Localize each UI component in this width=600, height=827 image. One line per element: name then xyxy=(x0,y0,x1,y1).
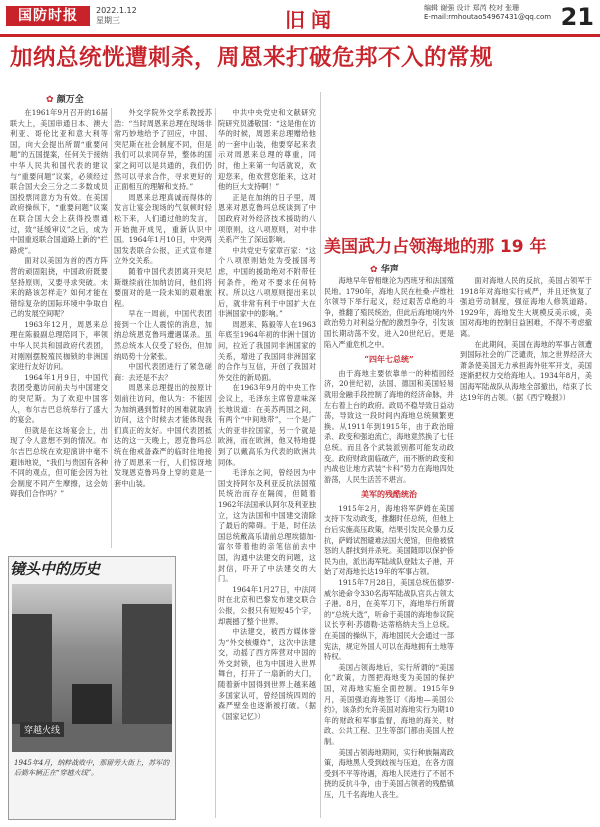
article-paragraph: 海地早年曾相继沦为西班牙和法国殖民地。1790年，海地人民在杜桑·卢维杜尔领导下举行起义，经过艰苦卓绝的斗争，推翻了殖民统治，但此后海地境内外政治势力对利益分配的激烈争夺，引发该国长期动荡不安，进入20世纪后，更是陷入严重危机之中。 xyxy=(324,276,454,349)
article-paragraph: 外交学院外交学系教授苏浩：“当时周恩来总理在现场非常巧妙地给予了回应，中国、突尼斯在社会制度不同，但是我们可以求同存异，整体的国家之间可以是共通的，我们仍然可以寻求合作，寻求更好的正面相互的理解和支持。” xyxy=(114,108,212,192)
article1-column-3 xyxy=(218,108,316,818)
page-number: 21 xyxy=(560,3,594,31)
column-divider xyxy=(111,108,112,548)
section-subtitle: 美军的残酷统治 xyxy=(361,489,417,500)
article2-column-1 xyxy=(324,276,454,818)
article1-column-1 xyxy=(10,108,108,548)
article2-headline: 美国武力占领海地的那 19 年 xyxy=(324,237,547,257)
article-paragraph: 1915年2月，海地将军萨姆在美国支持下发动政变，推翻时任总统，但他上台后实施高压政策，结果引发民众暴力反抗，萨姆试图避难法国大使馆，但他被愤怒的人群找到并杀死。美国随即以保护侨民为由，派出海军陆战队登陆太子港，开始了对海地长达19年的军事占领。 xyxy=(324,503,454,577)
article-paragraph: 在1963年9月的中央工作会议上，毛泽东主席曾意味深长地说道：在美苏两国之间，有两个“中间地带”，一个是广大的亚非拉国家，另一个就是欧洲，而在欧洲，他又特地提到了以戴高乐为代表的欧洲共同体。 xyxy=(218,383,316,467)
page-header xyxy=(0,0,600,37)
article-paragraph: 在此期间，美国在海地的军事占领遭到国际社会的广泛谴责，加之世界经济大萧条使美国无力承担海外驻军开支，美国逐渐把权力交给海地人。1934年8月，美国海军陆战队从海地全部撤出，结束了长达19年的占领。（据《西宁晚报》） xyxy=(460,339,592,402)
vehicle xyxy=(72,684,112,724)
editors-line: 编辑 谢强 设计 郑芮 校对 张珊 xyxy=(424,4,520,12)
article-paragraph: 周恩来总理提出的按原计划前往访问，他认为：不能因为加纳遇到暂时的困难就取消访问，这个时候去才能体现我们真正的友好。中国代表团抵达的这一天晚上，恩克鲁玛总统在他戒备森严的临时住地接待了周恩来一行，人们惊讶地发现恩克鲁玛身上穿的竟是一套中山装。 xyxy=(114,383,212,488)
column-divider xyxy=(215,108,216,818)
section-title: 旧闻 xyxy=(285,8,337,32)
article-paragraph: 1964年1月9日，中国代表团受邀访问前夫与中国建交的突尼斯。为了欢迎中国客人，布尔吉巴总统举行了盛大的宴会。 xyxy=(10,372,108,425)
article-paragraph: 中国代表团进行了紧急磋商：去还是不去？ xyxy=(114,362,212,382)
date-text: 2022.1.12 xyxy=(96,6,137,15)
article-paragraph: 随着中国代表团离开突尼斯继续前往加纳访问，他们将要面对的是一段未知的艰难旅程。 xyxy=(114,266,212,308)
editors-info xyxy=(424,4,564,22)
photo-banner: 镜头中的历史 xyxy=(10,560,101,578)
article-paragraph: 由于海地主要依靠单一的种植园经济，20世纪初，法国、德国和美国轻易就用金融手段控制了海地的经济命脉，并左右着上台的政府。政局不稳导致日益动荡，导致这一段时间内海地总统频繁更换。从1911年到1915年，由于政治暗杀、政变和强迫流亡，海地竟然换了七任总统。而且各个武装派别都可能发动政变。政府财政面临破产，而不断的政变和内战也让地方武装“卡科”势力在海地四处游荡，人民生活苦不堪言。 xyxy=(324,368,454,484)
email-line: E-mail:rmhoutao54967431@qq.com xyxy=(424,13,552,21)
article-paragraph: 面对以美国为首的西方阵营的顽固阻挠，中国政府既要坚持原则，又要寻求突破。未来的路该怎样走？如何才能在错综复杂的国际环境中争取自己的发展空间呢？ xyxy=(10,256,108,319)
article-paragraph: 正是在加纳的日子里，周恩来对恩克鲁玛总统谈到了中国政府对外经济技术援助的八项原则，这八项原则，对中非关系产生了深远影响。 xyxy=(218,192,316,245)
article2-column-2 xyxy=(460,276,592,818)
article-paragraph: 周恩来总理真诚而得体的发言让宴会现场的气氛顿时轻松下来，人们通过他的发言，开始抛开成见，重新认识中国。1964年1月10日，中突两国发表联合公报，正式宣布建立外交关系。 xyxy=(114,192,212,266)
section-subtitle: “四年七总统” xyxy=(364,354,414,365)
photo-label: 穿越火线 xyxy=(20,722,64,737)
article-paragraph: 周恩来、陈毅等人在1963年底至1964年初的非洲十国访问，拉近了我国同非洲国家的关系，增进了我国同非洲国家的合作与互信，开创了我国对外交往的新局面。 xyxy=(218,319,316,382)
article1-author: ✿ 颜万全 xyxy=(46,92,84,105)
article1-column-2 xyxy=(114,108,212,548)
article-paragraph: 1915年7月28日，美国总统伍德罗·威尔逊命令330名海军陆战队官兵占领太子港。8月，在美军刀下，海地举行所谓的“总统大选”，听命于美国的海地参议院议长亨利·苏德勒·达蒂格纳夫当上总统。在美国的操纵下，海地国民大会通过一部宪法，规定外国人可以在海地拥有土地等特权。 xyxy=(324,578,454,662)
issue-date xyxy=(96,6,137,26)
historical-photo xyxy=(12,584,172,752)
weekday-text: 星期三 xyxy=(96,16,120,25)
article-paragraph: 1963年12月，周恩来总理在陈毅副总理陪同下，率领中华人民共和国政府代表团，对刚刚摆脱殖民枷锁的非洲国家进行友好访问。 xyxy=(10,319,108,372)
article-paragraph: 毛泽东之间，曾经因为中国支持阿尔及利亚反抗法国殖民统治而存在隔阂，但随着1962年法国承认阿尔及利亚独立，这为法国和中国建交清除了最后的障碍。于是，时任法国总统戴高乐请前总理埃德加·富尔带着他的亲笔信前去中国，沟通中法建交的问题，这封信，吓开了中法建交的大门。 xyxy=(218,468,316,584)
article-paragraph: 面对海地人民的反抗，美国占领军于1918年对海地实行戒严，并且还恢复了强迫劳动制度，强征海地人修筑道路。1929年，海地发生大规模反美示威，美国对海地的控制日益困难，不得不考虑撤离。 xyxy=(460,276,592,338)
article-paragraph: 美国占领海地期间，实行种族隔离政策，海地黑人受到歧视与压迫，在各方面受到不平等待遇，海地人民进行了不屈不挠的反抗斗争，由于美国占领者的残酷镇压，几千名海地人丧生。 xyxy=(324,747,454,799)
article-paragraph: 早在一周前，中国代表团接到一个让人震惊的消息，加纳总统恩克鲁玛遭遇谋杀。虽然总统本人仅受了轻伤，但加纳局势十分紧张。 xyxy=(114,309,212,361)
article-paragraph: 在1961年9月召开的16届联大上，美国串通日本、澳大利亚、哥伦比亚和意大利等国，向大会提出所谓“重要问题”的五国提案，任何关于接纳中华人民共和国代表的建议与“重要问题”议案，必须经过联合国大会三分之二多数成员国投票同意方为有效。在美国政府操纵下，“重要问题”议案在联合国大会上获得投票通过，致“延缓审议”之后，成为中国重返联合国道路上新的“拦路虎”。 xyxy=(10,108,108,255)
article1-column-4 xyxy=(324,92,592,224)
article-paragraph: 中共中央党史和文献研究院研究员潘敬国：“这是他在访华的时候，周恩来总理赠给他的一套中山装，他要穿起来表示对周恩来总理的尊重，同时，他上来第一句话就说，欢迎您来，他欢营您能来，这对他的巨大支持啊！” xyxy=(218,108,316,192)
article-paragraph: 但就是在这场宴会上，出现了令人意想不到的情况。布尔吉巴总统在欢迎演讲中毫不避讳地说，“我们与贵国有各种不同的观点，但可能会因为社会制度不同产生摩擦，这会妨碍我们合作吗？” xyxy=(10,425,108,499)
column-divider xyxy=(320,92,321,818)
newspaper-logo: 国防时报 xyxy=(6,6,90,26)
article-paragraph: 中共党史专家章百家：“这个八项原则始处为受援国考虑，中国的援助绝对不附带任何条件，绝对不要求任何特权。所以这八项原则提出来以后，就非常有利于中国扩大在非洲国家中的影响。” xyxy=(218,245,316,319)
article-paragraph: 1964年1月27日，中法同时在北京和巴黎发布建交联合公报，公报只有短短45个字，却震撼了整个世界。 xyxy=(218,584,316,626)
article-paragraph: 美国占领海地后，实行所谓的“美国化”政策，力图把海地变为美国的保护国，对海地实施全面控制。1915年9月，美国强迫海地签订《海地—美国公约》，该条约允许美国对海地实行为期10年的财政和军事监督，海地的海关、财政、公共工程、卫生等部门都由美国人控制。 xyxy=(324,662,454,746)
article-paragraph: 中法建交，被西方媒体誉为“外交核爆炸”，这次中法建交，动摇了西方阵营对中国的外交封锁，也为中国进入世界舞台，打开了一扇新的大门，随着新中国得到世界上越来越多国家认可，曾经国统四周的森严壁垒也逐渐被打破。（据《国家记忆》） xyxy=(218,627,316,721)
photo-caption: 1945年4月，纳粹战败中，那留劳大街上，苏军的后勤车辆正在“穿越火线”。 xyxy=(14,759,170,777)
main-headline: 加纳总统恍遭刺杀，周恩来打破危邦不入的常规 xyxy=(10,45,494,71)
article2-author: ✿ 华声 xyxy=(370,262,399,275)
